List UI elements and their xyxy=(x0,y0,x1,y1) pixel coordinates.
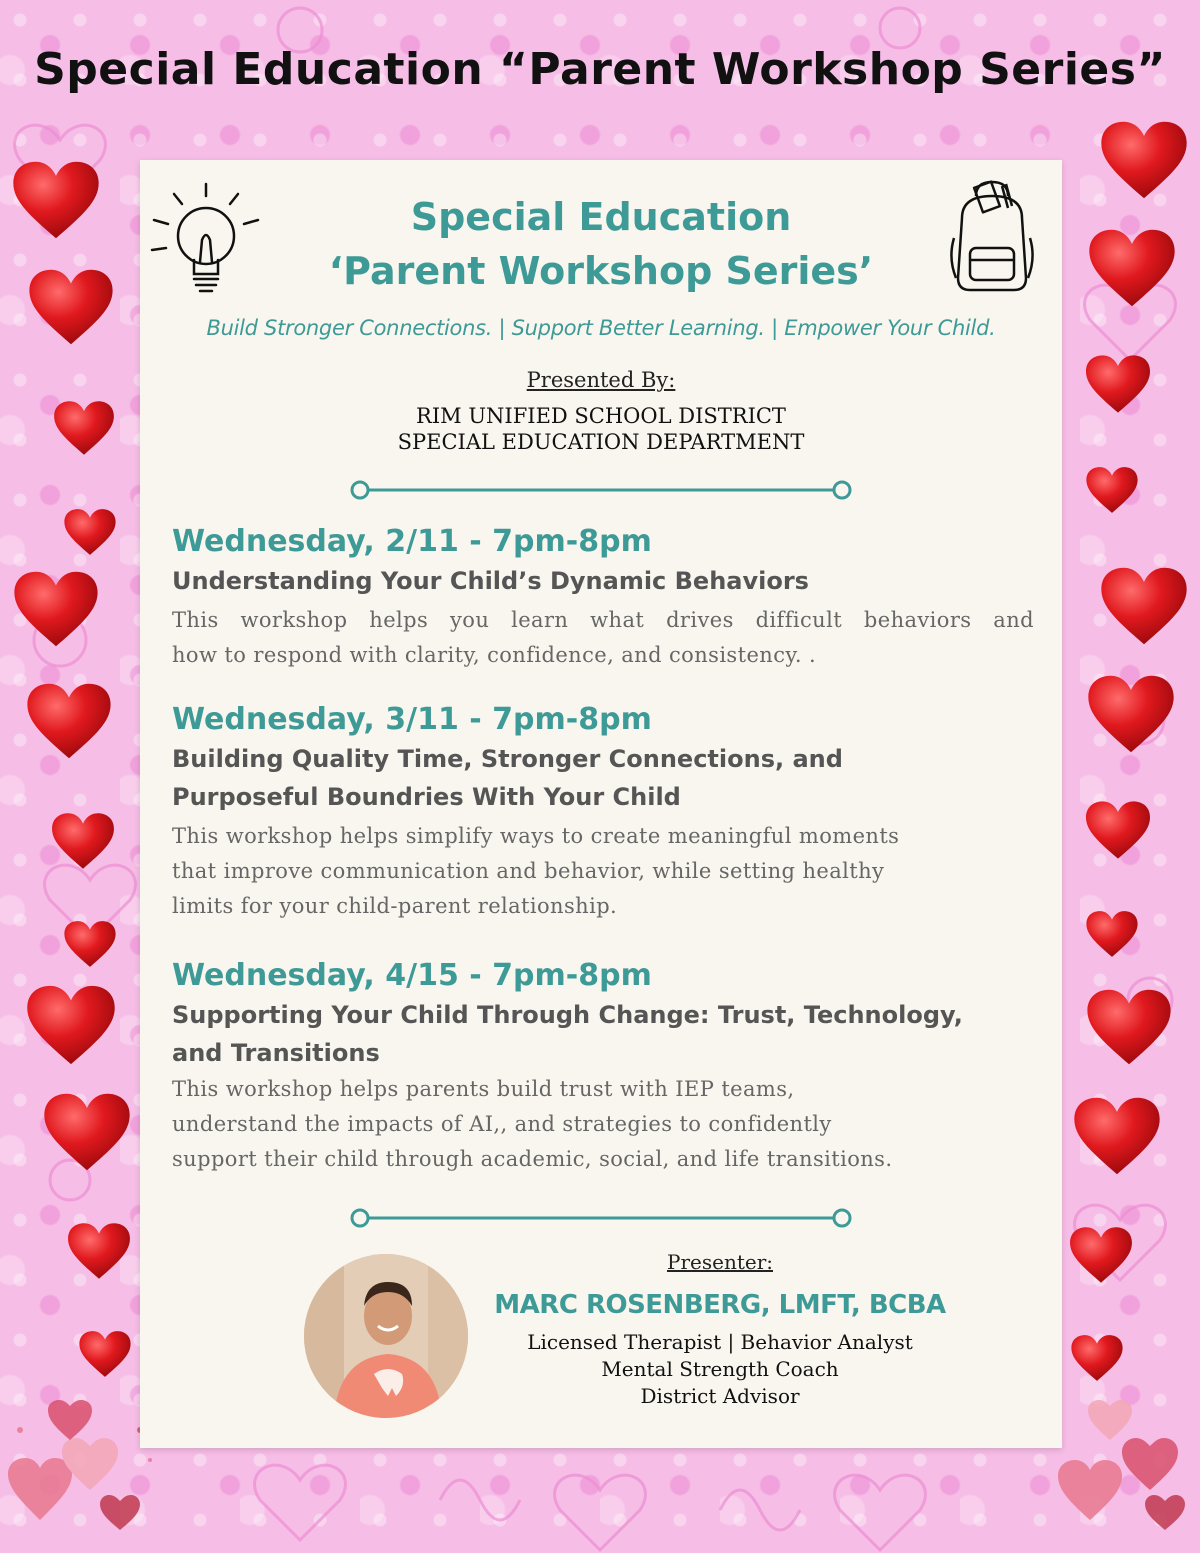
flyer-card xyxy=(140,160,1062,1448)
presenter-name: MARC ROSENBERG, LMFT, BCBA xyxy=(494,1290,946,1320)
divider-line xyxy=(350,1208,852,1228)
session-description-line: This workshop helps simplify ways to create meaningful moments xyxy=(172,824,900,848)
divider-line xyxy=(350,480,852,500)
red-heart-icon xyxy=(52,400,116,456)
red-heart-icon xyxy=(50,812,116,870)
red-heart-icon xyxy=(1072,1096,1162,1176)
watercolor-hearts-cluster-right xyxy=(1040,1380,1200,1540)
session-description-line: that improve communication and behavior, while setting healthy xyxy=(172,859,885,883)
presenter-title: Mental Strength Coach xyxy=(601,1357,839,1381)
session-description-line: support their child through academic, social, and life transitions. xyxy=(172,1147,893,1171)
red-heart-icon xyxy=(1084,466,1140,514)
session-title-line: Building Quality Time, Stronger Connections, and xyxy=(172,745,843,773)
red-heart-icon xyxy=(10,160,102,240)
tagline: Build Stronger Connections. | Support Better Learning. | Empower Your Child. xyxy=(206,316,996,340)
red-heart-icon xyxy=(1084,800,1152,860)
session-description xyxy=(172,819,1034,924)
red-heart-icon xyxy=(1098,120,1190,200)
presented-by-label: Presented By: xyxy=(526,368,676,392)
session-description-line: This workshop helps you learn what drives difficult behaviors and xyxy=(172,608,1034,632)
session-description xyxy=(172,1072,1034,1177)
red-heart-icon xyxy=(26,268,116,346)
session-description-line: limits for your child-parent relationship. xyxy=(172,894,618,918)
session-description-line: This workshop helps parents build trust with IEP teams, xyxy=(172,1077,795,1101)
red-heart-icon xyxy=(1070,1334,1124,1382)
session-title-line: Supporting Your Child Through Change: Trust, Technology, xyxy=(172,1001,963,1029)
session-description-line: how to respond with clarity, confidence, and consistency. . xyxy=(172,643,817,667)
presenter-credentials: Licensed Therapist | Behavior Analyst xyxy=(527,1330,913,1354)
red-heart-icon xyxy=(10,570,102,648)
red-heart-icon xyxy=(66,1222,132,1280)
red-heart-icon xyxy=(1084,910,1140,958)
card-title-line1: Special Education xyxy=(410,195,792,239)
page-title: Special Education “Parent Workshop Series” xyxy=(34,44,1166,95)
department-name: SPECIAL EDUCATION DEPARTMENT xyxy=(397,430,805,454)
presenter-label: Presenter: xyxy=(666,1250,773,1274)
red-heart-icon xyxy=(62,508,118,556)
session-date: Wednesday, 2/11 - 7pm-8pm xyxy=(172,524,652,559)
district-name: RIM UNIFIED SCHOOL DISTRICT xyxy=(416,404,786,428)
red-heart-icon xyxy=(24,984,118,1066)
red-heart-icon xyxy=(1084,988,1174,1066)
red-heart-icon xyxy=(1084,354,1152,414)
session-title xyxy=(172,996,1032,1072)
red-heart-icon xyxy=(1098,566,1190,646)
presenter-photo xyxy=(304,1254,468,1418)
red-heart-icon xyxy=(1068,1226,1134,1284)
session-title-line: Purposeful Boundries With Your Child xyxy=(172,783,681,811)
session-title xyxy=(172,740,1032,816)
session-date: Wednesday, 3/11 - 7pm-8pm xyxy=(172,702,652,737)
red-heart-icon xyxy=(24,682,114,760)
session-description xyxy=(172,603,1034,673)
red-heart-icon xyxy=(1086,674,1176,754)
presenter-avatar xyxy=(304,1254,468,1418)
red-heart-icon xyxy=(62,920,118,968)
red-heart-icon xyxy=(1086,228,1178,308)
session-description-line: understand the impacts of AI,, and strategies to confidently xyxy=(172,1112,832,1136)
card-title-line2: ‘Parent Workshop Series’ xyxy=(328,249,874,293)
session-title: Understanding Your Child’s Dynamic Behaviors xyxy=(172,567,809,595)
session-title-line: and Transitions xyxy=(172,1039,380,1067)
red-heart-icon xyxy=(42,1092,132,1172)
presenter-title: District Advisor xyxy=(640,1384,800,1408)
session-date: Wednesday, 4/15 - 7pm-8pm xyxy=(172,958,652,993)
